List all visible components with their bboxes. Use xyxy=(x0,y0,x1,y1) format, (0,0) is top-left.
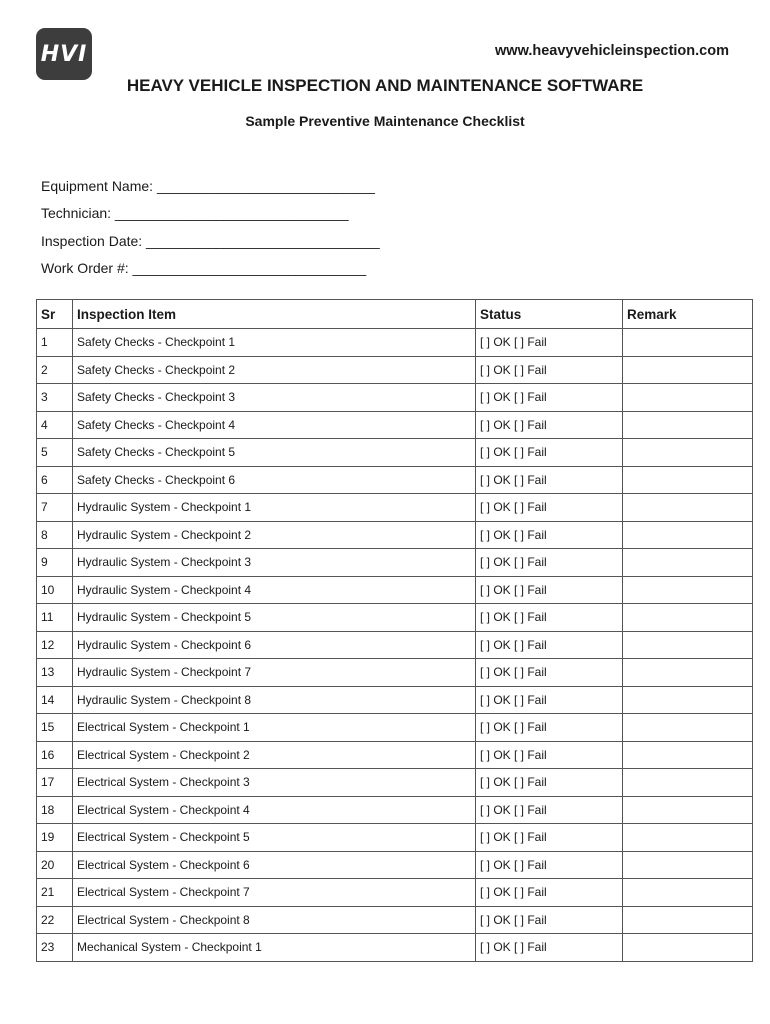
row-sr: 21 xyxy=(37,879,73,907)
row-status: [ ] OK [ ] Fail xyxy=(476,604,623,632)
inspection-date-field: Inspection Date: ______________________________ xyxy=(41,233,380,249)
row-inspection-item: Safety Checks - Checkpoint 4 xyxy=(73,411,476,439)
row-status: [ ] OK [ ] Fail xyxy=(476,934,623,962)
row-sr: 15 xyxy=(37,714,73,742)
row-status: [ ] OK [ ] Fail xyxy=(476,906,623,934)
row-sr: 8 xyxy=(37,521,73,549)
table-row xyxy=(37,659,753,687)
row-inspection-item: Electrical System - Checkpoint 8 xyxy=(73,906,476,934)
row-sr: 13 xyxy=(37,659,73,687)
checklist-table xyxy=(36,299,753,962)
row-remark xyxy=(623,769,753,797)
row-sr: 16 xyxy=(37,741,73,769)
table-row xyxy=(37,714,753,742)
table-row xyxy=(37,411,753,439)
row-inspection-item: Electrical System - Checkpoint 5 xyxy=(73,824,476,852)
row-status: [ ] OK [ ] Fail xyxy=(476,741,623,769)
table-row xyxy=(37,741,753,769)
row-status: [ ] OK [ ] Fail xyxy=(476,879,623,907)
row-sr: 2 xyxy=(37,356,73,384)
row-sr: 11 xyxy=(37,604,73,632)
row-status: [ ] OK [ ] Fail xyxy=(476,631,623,659)
row-sr: 6 xyxy=(37,466,73,494)
row-status: [ ] OK [ ] Fail xyxy=(476,521,623,549)
row-status: [ ] OK [ ] Fail xyxy=(476,549,623,577)
row-inspection-item: Safety Checks - Checkpoint 2 xyxy=(73,356,476,384)
row-sr: 23 xyxy=(37,934,73,962)
row-inspection-item: Electrical System - Checkpoint 4 xyxy=(73,796,476,824)
row-remark xyxy=(623,906,753,934)
row-status: [ ] OK [ ] Fail xyxy=(476,714,623,742)
row-status: [ ] OK [ ] Fail xyxy=(476,384,623,412)
row-inspection-item: Safety Checks - Checkpoint 1 xyxy=(73,329,476,357)
row-inspection-item: Hydraulic System - Checkpoint 4 xyxy=(73,576,476,604)
row-inspection-item: Hydraulic System - Checkpoint 8 xyxy=(73,686,476,714)
row-remark xyxy=(623,466,753,494)
table-body xyxy=(37,329,753,962)
hvi-logo xyxy=(36,28,92,80)
row-inspection-item: Hydraulic System - Checkpoint 1 xyxy=(73,494,476,522)
table-header-row xyxy=(37,300,753,329)
technician-field: Technician: ______________________________ xyxy=(41,205,349,221)
row-remark xyxy=(623,384,753,412)
row-inspection-item: Hydraulic System - Checkpoint 2 xyxy=(73,521,476,549)
row-status: [ ] OK [ ] Fail xyxy=(476,769,623,797)
row-remark xyxy=(623,686,753,714)
row-inspection-item: Electrical System - Checkpoint 6 xyxy=(73,851,476,879)
table-row xyxy=(37,796,753,824)
table-row xyxy=(37,521,753,549)
table-row xyxy=(37,549,753,577)
table-row xyxy=(37,576,753,604)
row-remark xyxy=(623,879,753,907)
row-inspection-item: Electrical System - Checkpoint 3 xyxy=(73,769,476,797)
row-remark xyxy=(623,549,753,577)
row-inspection-item: Electrical System - Checkpoint 2 xyxy=(73,741,476,769)
row-inspection-item: Safety Checks - Checkpoint 3 xyxy=(73,384,476,412)
header-remark: Remark xyxy=(623,300,753,329)
row-status: [ ] OK [ ] Fail xyxy=(476,576,623,604)
row-remark xyxy=(623,934,753,962)
table-row xyxy=(37,879,753,907)
table-row xyxy=(37,686,753,714)
row-sr: 7 xyxy=(37,494,73,522)
row-sr: 9 xyxy=(37,549,73,577)
header-status: Status xyxy=(476,300,623,329)
row-status: [ ] OK [ ] Fail xyxy=(476,796,623,824)
row-sr: 4 xyxy=(37,411,73,439)
table-row xyxy=(37,466,753,494)
page-title: HEAVY VEHICLE INSPECTION AND MAINTENANCE SOFTWARE xyxy=(126,76,644,95)
row-inspection-item: Hydraulic System - Checkpoint 7 xyxy=(73,659,476,687)
equipment-name-field: Equipment Name: ____________________________ xyxy=(41,178,375,194)
row-remark xyxy=(623,631,753,659)
logo-text: HVI xyxy=(40,41,88,67)
website-url: www.heavyvehicleinspection.com xyxy=(495,43,729,59)
row-sr: 5 xyxy=(37,439,73,467)
row-status: [ ] OK [ ] Fail xyxy=(476,466,623,494)
row-sr: 20 xyxy=(37,851,73,879)
row-status: [ ] OK [ ] Fail xyxy=(476,439,623,467)
row-sr: 19 xyxy=(37,824,73,852)
page-subtitle: Sample Preventive Maintenance Checklist xyxy=(245,113,525,129)
row-status: [ ] OK [ ] Fail xyxy=(476,356,623,384)
row-inspection-item: Safety Checks - Checkpoint 6 xyxy=(73,466,476,494)
row-remark xyxy=(623,576,753,604)
table-row xyxy=(37,934,753,962)
row-inspection-item: Mechanical System - Checkpoint 1 xyxy=(73,934,476,962)
row-inspection-item: Safety Checks - Checkpoint 5 xyxy=(73,439,476,467)
row-remark xyxy=(623,741,753,769)
row-remark xyxy=(623,824,753,852)
row-remark xyxy=(623,521,753,549)
row-sr: 12 xyxy=(37,631,73,659)
table-row xyxy=(37,769,753,797)
row-remark xyxy=(623,411,753,439)
row-remark xyxy=(623,659,753,687)
header-sr: Sr xyxy=(37,300,73,329)
row-remark xyxy=(623,329,753,357)
row-remark xyxy=(623,851,753,879)
row-inspection-item: Electrical System - Checkpoint 1 xyxy=(73,714,476,742)
row-sr: 10 xyxy=(37,576,73,604)
work-order-field: Work Order #: ______________________________ xyxy=(41,260,367,276)
table-row xyxy=(37,906,753,934)
row-status: [ ] OK [ ] Fail xyxy=(476,824,623,852)
row-status: [ ] OK [ ] Fail xyxy=(476,494,623,522)
header-inspection-item: Inspection Item xyxy=(73,300,476,329)
table-row xyxy=(37,604,753,632)
row-sr: 3 xyxy=(37,384,73,412)
row-remark xyxy=(623,439,753,467)
row-sr: 18 xyxy=(37,796,73,824)
table-row xyxy=(37,356,753,384)
row-remark xyxy=(623,356,753,384)
row-remark xyxy=(623,494,753,522)
row-status: [ ] OK [ ] Fail xyxy=(476,329,623,357)
row-sr: 17 xyxy=(37,769,73,797)
row-sr: 14 xyxy=(37,686,73,714)
table-row xyxy=(37,439,753,467)
row-status: [ ] OK [ ] Fail xyxy=(476,659,623,687)
table-row xyxy=(37,824,753,852)
row-status: [ ] OK [ ] Fail xyxy=(476,411,623,439)
row-inspection-item: Hydraulic System - Checkpoint 3 xyxy=(73,549,476,577)
table-row xyxy=(37,851,753,879)
row-inspection-item: Hydraulic System - Checkpoint 6 xyxy=(73,631,476,659)
row-inspection-item: Electrical System - Checkpoint 7 xyxy=(73,879,476,907)
row-status: [ ] OK [ ] Fail xyxy=(476,851,623,879)
table-row xyxy=(37,329,753,357)
row-remark xyxy=(623,796,753,824)
row-inspection-item: Hydraulic System - Checkpoint 5 xyxy=(73,604,476,632)
row-sr: 22 xyxy=(37,906,73,934)
row-remark xyxy=(623,714,753,742)
table-row xyxy=(37,494,753,522)
table-row xyxy=(37,384,753,412)
table-row xyxy=(37,631,753,659)
row-status: [ ] OK [ ] Fail xyxy=(476,686,623,714)
row-remark xyxy=(623,604,753,632)
row-sr: 1 xyxy=(37,329,73,357)
